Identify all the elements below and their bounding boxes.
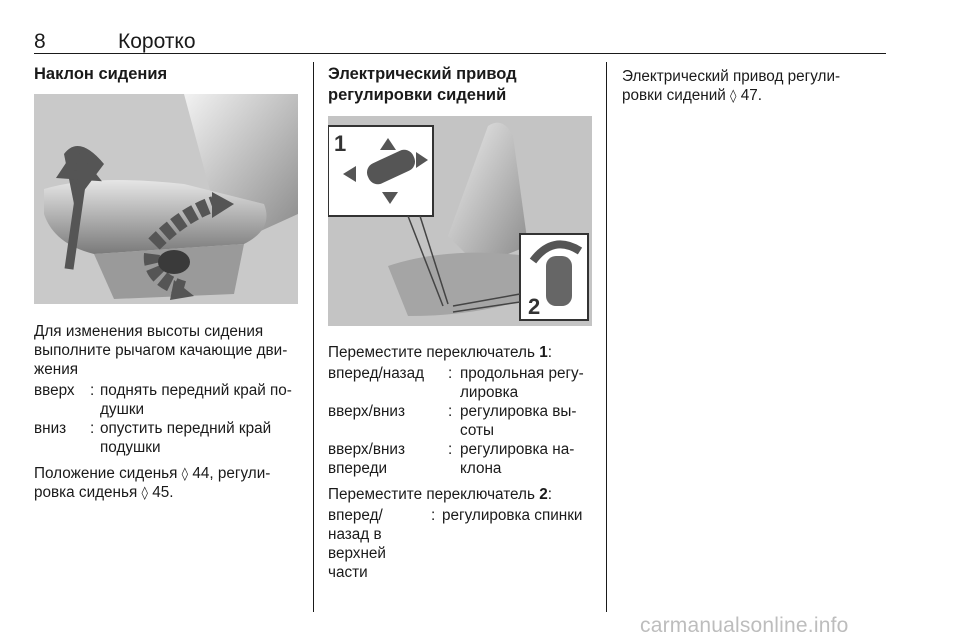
column-divider-2 — [606, 62, 607, 612]
cross-reference-line[interactable] — [34, 464, 270, 484]
definition-row — [328, 440, 598, 478]
instruction-colon: : — [547, 344, 552, 361]
cross-reference-icon: ◊ — [181, 467, 189, 482]
def-desc-line: клона — [460, 460, 502, 477]
def-desc-line: подушки — [100, 439, 161, 456]
paragraph-line: выполните рычагом качающие дви- — [34, 342, 288, 359]
definition-row — [34, 381, 304, 419]
def-colon: : — [448, 441, 453, 458]
def-term: вниз — [34, 420, 67, 437]
def-term: вперед/назад — [328, 365, 425, 382]
cross-reference-line[interactable] — [34, 483, 173, 503]
instruction-line — [328, 343, 552, 362]
ref-text: 44, регули- — [192, 465, 271, 482]
def-desc-line: продольная регу- — [460, 365, 584, 382]
def-term: вперед/ — [328, 507, 383, 524]
def-desc-line: лировка — [460, 384, 519, 401]
def-colon: : — [90, 420, 95, 437]
cross-reference-icon: ◊ — [141, 486, 148, 501]
instruction-colon: : — [547, 486, 552, 503]
ref-text: ровка сиденья — [34, 484, 138, 501]
paragraph-line: жения — [34, 361, 79, 378]
instruction-text: Переместите переключатель — [328, 486, 540, 503]
header-rule — [34, 53, 886, 54]
def-desc-line: душки — [100, 401, 145, 418]
def-term: вверх/вниз — [328, 441, 405, 458]
watermark-text: carmanualsonline.info — [640, 614, 849, 637]
def-term: верхней — [328, 545, 386, 562]
def-desc-line: опустить передний край — [100, 420, 272, 437]
column-divider-1 — [313, 62, 314, 612]
def-colon: : — [431, 507, 436, 524]
def-colon: : — [90, 382, 95, 399]
ref-text: ровки сидений — [622, 87, 726, 104]
cross-reference-line[interactable] — [622, 86, 762, 106]
def-term: вверх — [34, 382, 75, 399]
def-desc-line: поднять передний край по- — [100, 382, 292, 399]
switch-number: 2 — [539, 486, 548, 503]
def-desc-line: соты — [460, 422, 494, 439]
switch-number: 1 — [539, 344, 548, 361]
page-number: 8 — [34, 30, 46, 53]
def-desc-line: регулировка на- — [460, 441, 575, 458]
section-heading-line: Электрический привод — [328, 65, 517, 83]
ref-text: 47. — [740, 87, 762, 104]
definition-row — [328, 402, 598, 440]
cross-reference-icon: ◊ — [730, 89, 737, 104]
def-term: вверх/вниз — [328, 403, 405, 420]
power-seat-illustration — [328, 116, 592, 326]
def-term: части — [328, 564, 368, 581]
definition-row — [328, 506, 598, 582]
def-colon: : — [448, 403, 453, 420]
paragraph-line: Электрический привод регули- — [622, 68, 841, 85]
seat-tilt-illustration — [34, 94, 298, 304]
ref-text: 45. — [152, 484, 174, 501]
def-colon: : — [448, 365, 453, 382]
instruction-text: Переместите переключатель — [328, 344, 540, 361]
figure-label-2: 2 — [528, 294, 541, 319]
page-header — [34, 30, 886, 54]
def-desc: регулировка спинки — [442, 507, 583, 524]
def-term: назад в — [328, 526, 382, 543]
section-heading-line: регулировки сидений — [328, 86, 507, 104]
chapter-title: Коротко — [118, 30, 196, 53]
section-heading-seat-tilt: Наклон сидения — [34, 65, 168, 83]
paragraph-line: Для изменения высоты сидения — [34, 323, 264, 340]
definition-row — [34, 419, 304, 457]
def-term: впереди — [328, 460, 388, 477]
def-desc-line: регулировка вы- — [460, 403, 577, 420]
instruction-line — [328, 485, 552, 504]
ref-text: Положение сиденья — [34, 465, 178, 482]
figure-label-1: 1 — [334, 131, 347, 156]
definition-row — [328, 364, 598, 402]
